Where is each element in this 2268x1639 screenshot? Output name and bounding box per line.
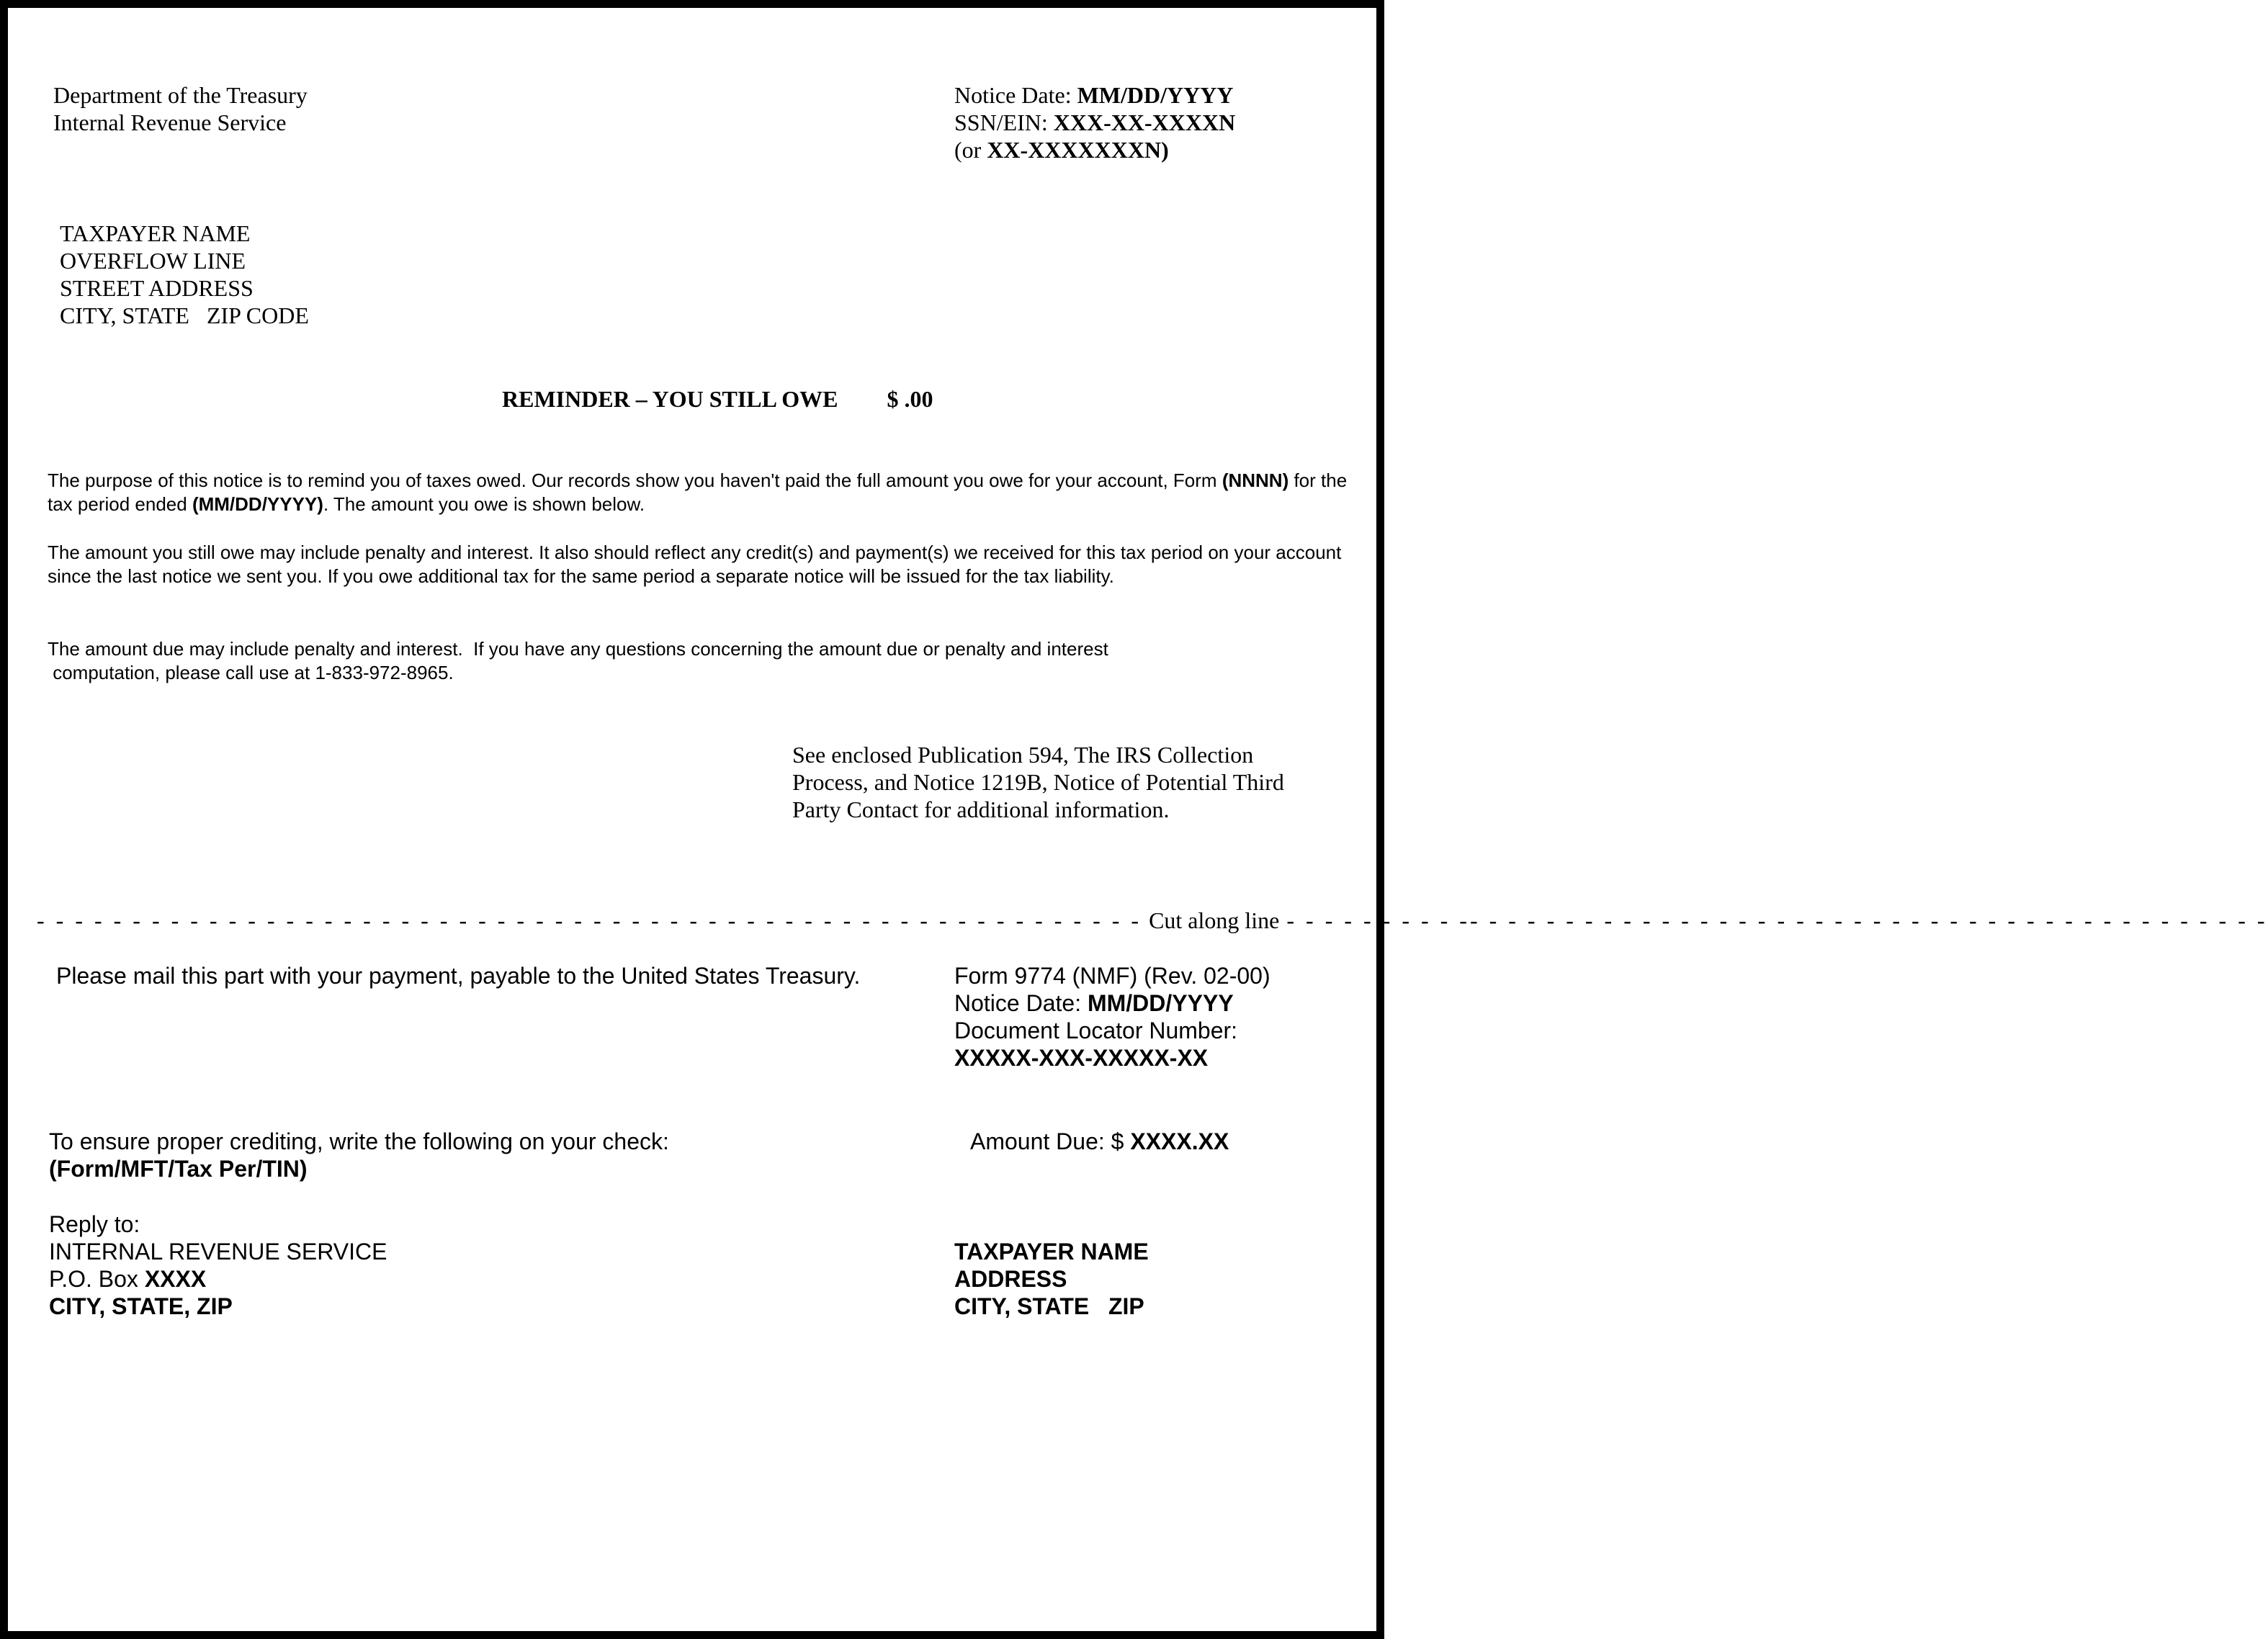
publication-line-3: Party Contact for additional information. (792, 796, 1170, 822)
ein-line (954, 136, 1235, 163)
p1-text-a: The purpose of this notice is to remind you of taxes owed. Our records show you haven't paid the full amount you owe for your account, Form (48, 470, 1222, 491)
check-value: (Form/MFT/Tax Per/TIN) (49, 1156, 308, 1182)
ein-prefix: (or (954, 137, 987, 163)
cut-label: Cut along line (1149, 907, 1280, 933)
po-box-value: XXXX (144, 1266, 207, 1292)
notice-title (502, 385, 933, 413)
check-instruction-block (49, 1128, 669, 1182)
notice-header-info (954, 81, 1235, 163)
voucher-taxpayer-address (954, 1238, 1149, 1320)
taxpayer-name: TAXPAYER NAME (60, 220, 251, 246)
taxpayer-overflow: OVERFLOW LINE (60, 248, 246, 274)
taxpayer-address (60, 220, 309, 329)
voucher-notice-date-value: MM/DD/YYYY (1087, 990, 1234, 1016)
body-paragraph-3 (48, 637, 1362, 685)
voucher-form-info (954, 962, 1270, 1072)
p1-form: (NNNN) (1222, 470, 1289, 491)
voucher-notice-date-label: Notice Date: (954, 990, 1088, 1016)
ein-value: XX-XXXXXXXN) (987, 137, 1169, 163)
notice-date-label: Notice Date: (954, 82, 1072, 108)
taxpayer-city: CITY, STATE ZIP CODE (60, 302, 309, 328)
cut-dashes-left: - - - - - - - - - - - - - - - - - - - - - - - - - - - - - - - - - - - - - - - - - - - - - - - - - - - - - - - - - - (37, 907, 1142, 933)
reply-to-block (49, 1211, 387, 1320)
publication-line-1: See enclosed Publication 594, The IRS Collection (792, 742, 1254, 768)
body-paragraph-1 (48, 469, 1362, 516)
po-box-label: P.O. Box (49, 1266, 145, 1292)
p1-date: (MM/DD/YYYY) (192, 493, 323, 515)
voucher-notice-date-line (954, 989, 1270, 1017)
p3-line-2: computation, please call use at 1-833-972-8965. (48, 662, 454, 683)
dln-label: Document Locator Number: (954, 1018, 1238, 1043)
dln-value: XXXXX-XXX-XXXXX-XX (954, 1045, 1209, 1071)
agency-block (53, 81, 308, 136)
p1-text-b: for the tax period ended (48, 470, 1348, 515)
body-paragraph-2: The amount you still owe may include penalty and interest. It also should reflect any credit(s) and payment(s) we received for this tax period on your account since the last notice we sent you. If you owe additional tax for the same period a separate notice will be issued for the tax liability. (48, 542, 1342, 587)
irs-city: CITY, STATE, ZIP (49, 1293, 233, 1319)
voucher-instruction: Please mail this part with your payment, payable to the United States Treasury. (56, 963, 861, 989)
notice-date-value: MM/DD/YYYY (1077, 82, 1234, 108)
form-number-line: Form 9774 (NMF) (Rev. 02-00) (954, 963, 1270, 989)
notice-date-line (954, 81, 1235, 109)
amount-due-label: Amount Due: $ (970, 1128, 1131, 1154)
title-amount: $ .00 (887, 386, 933, 412)
ssn-line (954, 109, 1235, 136)
agency-line-2: Internal Revenue Service (53, 109, 287, 135)
p1-text-c: . The amount you owe is shown below. (323, 493, 645, 515)
ssn-label: SSN/EIN: (954, 109, 1048, 135)
title-text: REMINDER – YOU STILL OWE (502, 386, 838, 412)
amount-due (970, 1128, 1229, 1155)
taxpayer-street: STREET ADDRESS (60, 275, 254, 301)
amount-due-value: XXXX.XX (1130, 1128, 1229, 1154)
publication-note (792, 741, 1284, 823)
check-instruction: To ensure proper crediting, write the following on your check: (49, 1128, 669, 1154)
p3-line-1: The amount due may include penalty and interest. If you have any questions concerning the amount due or penalty and interest (48, 638, 1108, 660)
cut-dashes-right: - - - - - - - - - -- - - - - - - - - - - - - - - - - - - - - - - - - - - - - - - - - - - - - - - - - - (1286, 907, 2268, 933)
voucher-taxpayer-city: CITY, STATE ZIP (954, 1293, 1144, 1319)
agency-line-1: Department of the Treasury (53, 82, 308, 108)
voucher-taxpayer-address-line: ADDRESS (954, 1266, 1067, 1292)
reply-to-label: Reply to: (49, 1211, 140, 1237)
voucher-taxpayer-name: TAXPAYER NAME (954, 1239, 1149, 1265)
po-box-line (49, 1265, 387, 1293)
publication-line-2: Process, and Notice 1219B, Notice of Potential Third (792, 769, 1284, 795)
ssn-value: XXX-XX-XXXXN (1053, 109, 1236, 135)
cut-along-line (37, 907, 2268, 934)
irs-name: INTERNAL REVENUE SERVICE (49, 1239, 387, 1265)
